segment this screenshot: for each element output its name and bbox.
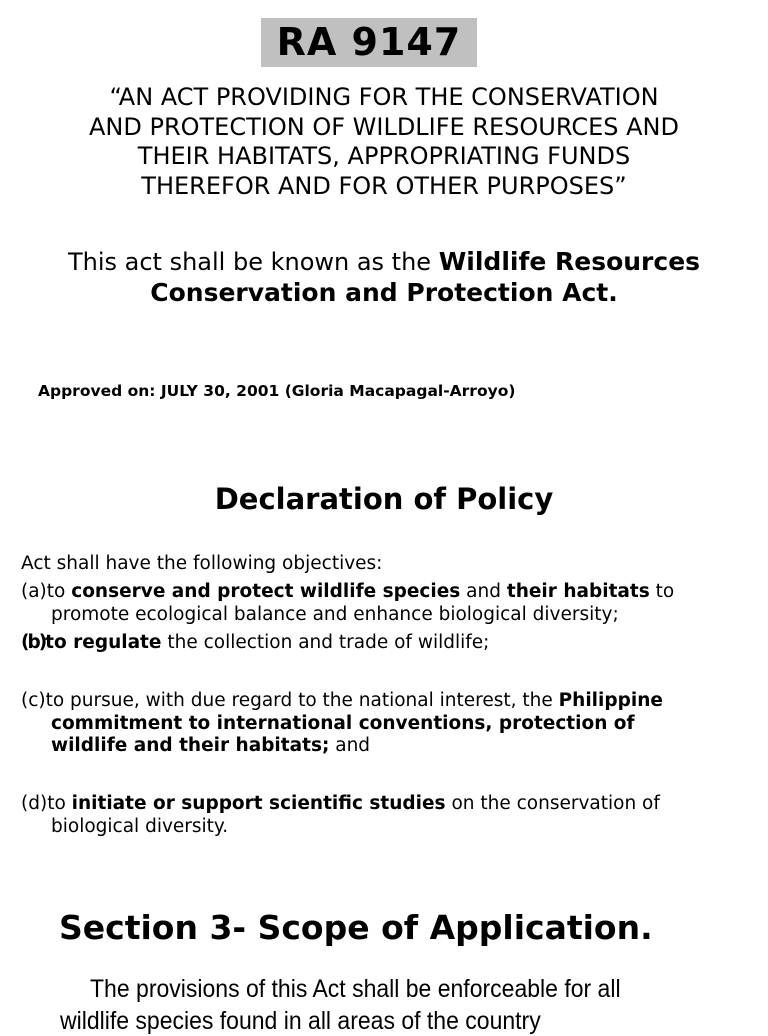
act-title-line: THEIR HABITATS, APPROPRIATING FUNDS — [137, 142, 631, 170]
short-title-statement — [0, 247, 768, 308]
objective-b: (b)to regulate the collection and trade of wildlife; — [21, 632, 490, 653]
section-3-heading: Section 3- Scope of Application. — [59, 908, 653, 947]
short-title-prefix: This act shall be known as the — [67, 248, 439, 276]
objective-label: (c) — [21, 690, 46, 711]
declaration-heading: Declaration of Policy — [214, 482, 554, 516]
objective-d: (d)to initiate or support scientific studies on the conservation of biological diversity. — [21, 793, 660, 837]
objective-label: (a) — [21, 581, 47, 602]
objectives-intro: Act shall have the following objectives: — [21, 553, 383, 574]
act-full-title — [0, 83, 768, 201]
short-title-name: Wildlife Resources — [438, 247, 701, 276]
act-title-line: AND PROTECTION OF WILDLIFE RESOURCES AND — [89, 112, 679, 141]
act-title-line: THEREFOR AND FOR OTHER PURPOSES” — [141, 171, 627, 200]
provisions-line: The provisions of this Act shall be enforceable for all — [90, 975, 621, 1003]
objective-a: (a)to conserve and protect wildlife species and their habitats to promote ecological balance and enhance biological diversity; — [21, 581, 675, 625]
approval-date: Approved on: JULY 30, 2001 (Gloria Macapagal-Arroyo) — [38, 382, 516, 400]
objective-c: (c)to pursue, with due regard to the national interest, the Philippine commitment to international conventions, protection of wildlife and their habitats; and — [21, 690, 663, 756]
objective-label: (d) — [21, 793, 48, 814]
document-title: RA 9147 — [261, 18, 477, 67]
objective-label: (b) — [21, 632, 46, 653]
provisions-line: wildlife species found in all areas of the country — [60, 1007, 541, 1035]
act-title-line: “AN ACT PROVIDING FOR THE CONSERVATION — [109, 83, 659, 111]
short-title-name-cont: Conservation and Protection Act. — [150, 277, 618, 307]
